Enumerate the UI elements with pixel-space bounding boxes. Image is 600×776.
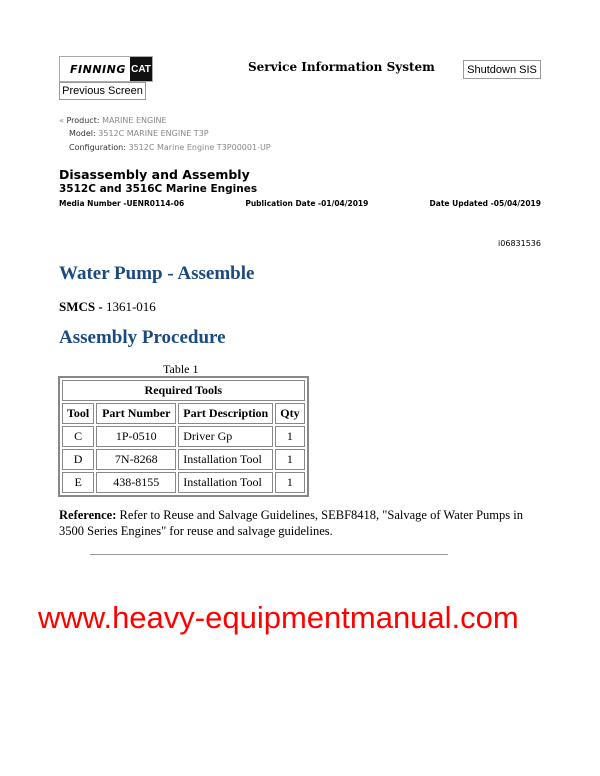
finning-cat-logo [59, 56, 153, 82]
cell-tool: E [62, 472, 94, 493]
media-number: Media Number -UENR0114-06 [59, 199, 185, 208]
product-line [59, 116, 167, 125]
reference-paragraph [59, 507, 539, 539]
app-title: Service Information System [248, 60, 435, 74]
cell-description: Installation Tool [178, 449, 273, 470]
table-caption: Table 1 [163, 362, 199, 376]
section-heading: Assembly Procedure [59, 327, 226, 348]
required-tools-table [58, 376, 309, 497]
product-value: MARINE ENGINE [102, 116, 167, 125]
model-label: Model: [69, 129, 96, 138]
smcs-line [59, 299, 156, 315]
cell-part-number: 1P-0510 [96, 426, 176, 447]
page-heading: Water Pump - Assemble [59, 263, 255, 284]
watermark: www.heavy-equipmentmanual.com [38, 600, 519, 635]
table-header-row [62, 403, 305, 424]
date-updated: Date Updated -05/04/2019 [429, 199, 541, 208]
model-value: 3512C MARINE ENGINE T3P [98, 129, 209, 138]
cell-tool: D [62, 449, 94, 470]
table-row [62, 449, 305, 470]
back-icon[interactable]: « [59, 116, 64, 125]
cell-part-number: 7N-8268 [96, 449, 176, 470]
logo-text: FINNING [70, 62, 126, 76]
table-title: Required Tools [62, 380, 305, 401]
reference-label: Reference: [59, 508, 117, 522]
document-id: i06831536 [498, 239, 541, 248]
config-label: Configuration: [69, 143, 126, 152]
cell-qty: 1 [275, 426, 304, 447]
model-line [69, 129, 209, 138]
divider [90, 554, 448, 555]
smcs-label: SMCS - [59, 299, 103, 314]
cell-description: Installation Tool [178, 472, 273, 493]
table-row [62, 472, 305, 493]
header-tool: Tool [62, 403, 94, 424]
cat-logo-icon: CAT [130, 57, 152, 81]
header-part-number: Part Number [96, 403, 176, 424]
reference-text: Refer to Reuse and Salvage Guidelines, SEBF8418, "Salvage of Water Pumps in 3500 Series Engines" for reuse and salvage guidelines. [59, 508, 523, 538]
config-line [69, 143, 271, 152]
cell-part-number: 438-8155 [96, 472, 176, 493]
table-row [62, 426, 305, 447]
publication-date: Publication Date -01/04/2019 [245, 199, 369, 208]
header-part-description: Part Description [178, 403, 273, 424]
doc-subtitle: 3512C and 3516C Marine Engines [59, 183, 258, 195]
cell-tool: C [62, 426, 94, 447]
product-label: Product: [66, 116, 100, 125]
cell-qty: 1 [275, 449, 304, 470]
previous-screen-button[interactable]: Previous Screen [59, 82, 146, 100]
doc-title: Disassembly and Assembly [59, 167, 250, 182]
doc-meta-row [59, 199, 541, 208]
config-value: 3512C Marine Engine T3P00001-UP [128, 143, 271, 152]
cell-description: Driver Gp [178, 426, 273, 447]
smcs-value: 1361-016 [105, 299, 156, 314]
cell-qty: 1 [275, 472, 304, 493]
header-qty: Qty [275, 403, 304, 424]
shutdown-sis-button[interactable]: Shutdown SIS [463, 60, 541, 79]
